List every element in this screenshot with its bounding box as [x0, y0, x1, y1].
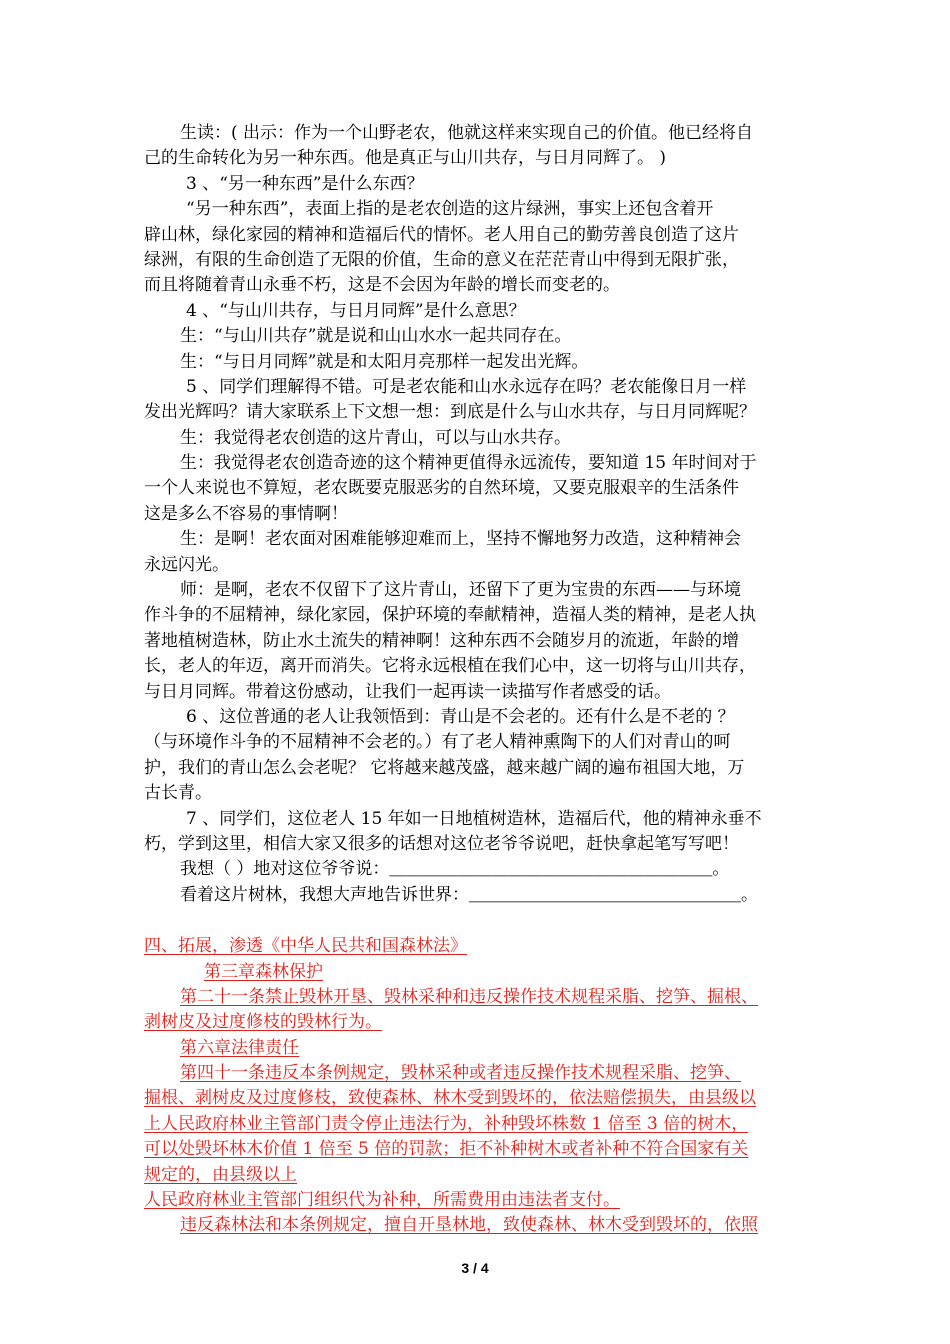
law-article-line [144, 1213, 812, 1238]
law-article-line: 规定的，由县级以上 [144, 1164, 297, 1185]
body-line: 师：是啊，老农不仅留下了这片青山，还留下了更为宝贵的东西——与环境 [180, 580, 741, 601]
question-heading: 3 、“另一种东西”是什么东西？ [186, 173, 424, 194]
question-heading: 5 、同学们理解得不错。可是老农能和山水永远存在吗？老农能像日月一样 [186, 376, 747, 397]
page-content [144, 121, 812, 1239]
law-article-line: 可以处毁坏林木价值 1 倍至 5 倍的罚款；拒不补种树木或者补种不符合国家有关 [144, 1139, 749, 1160]
law-article-line [144, 1061, 812, 1086]
body-line: 这是多么不容易的事情啊！ [144, 503, 348, 524]
section-heading: 四、拓展，渗透《中华人民共和国森林法》 [144, 936, 467, 957]
law-article-text: 第二十一条禁止毁林开垦、毁林采种和违反操作技术规程采脂、挖笋、掘根、 [180, 986, 758, 1007]
law-article-line: 掘根、剥树皮及过度修枝，致使森林、林木受到毁坏的，依法赔偿损失，由县级以 [144, 1088, 756, 1109]
body-line: 一个人来说也不算短，老农既要克服恶劣的自然环境，又要克服艰辛的生活条件 [144, 478, 739, 499]
body-line: 生：“与山川共存”就是说和山山水水一起共同存在。 [180, 326, 572, 347]
body-line: 生：“与日月同辉”就是和太阳月亮那样一起发出光辉。 [180, 351, 589, 372]
body-line: 作斗争的不屈精神，绿化家园，保护环境的奉献精神，造福人类的精神，是老人执 [144, 605, 756, 626]
question-heading: 7 、同学们，这位老人 15 年如一日地植树造林，造福后代，他的精神永垂不 [186, 808, 762, 829]
body-line: 生：我觉得老农创造的这片青山，可以与山水共存。 [180, 427, 571, 448]
law-article-line: 人民政府林业主管部门组织代为补种，所需费用由违法者支付。 [144, 1190, 620, 1211]
body-line: “另一种东西”，表面上指的是老农创造的这片绿洲，事实上还包含着开 [186, 199, 714, 220]
chapter-title [144, 960, 812, 985]
body-line: 古长青。 [144, 783, 212, 804]
body-line: 己的生命转化为另一种东西。他是真正与山川共存，与日月同辉了。 ) [144, 148, 667, 169]
page-number: 3 / 4 [461, 1260, 489, 1276]
body-line: 护，我们的青山怎么会老呢？ 它将越来越茂盛，越来越广阔的遍布祖国大地，万 [144, 757, 745, 778]
body-line: 生读：( 出示：作为一个山野老农，他就这样来实现自己的价值。他已经将自 [180, 123, 754, 143]
law-article-line [144, 985, 812, 1010]
law-article-line: 上人民政府林业主管部门责令停止违法行为，补种毁坏株数 1 倍至 3 倍的树木， [144, 1113, 749, 1134]
fill-in-blank-line: 我想（ ）地对这位爷爷说：＿＿＿＿＿＿＿＿＿＿＿＿＿＿＿＿＿＿＿。 [180, 859, 730, 880]
chapter-title-text: 第六章法律责任 [180, 1037, 299, 1058]
chapter-title-text: 第三章森林保护 [204, 961, 323, 982]
section-spacer [144, 908, 812, 934]
body-line: 长，老人的年迈，离开而消失。它将永远根植在我们心中，这一切将与山川共存， [144, 656, 756, 677]
body-line: （与环境作斗争的不屈精神不会老的。）有了老人精神熏陶下的人们对青山的呵 [144, 732, 731, 753]
fill-in-blank-line: 看着这片树林，我想大声地告诉世界：＿＿＿＿＿＿＿＿＿＿＿＿＿＿＿＿。 [180, 884, 758, 905]
body-line: 而且将随着青山永垂不朽，这是不会因为年龄的增长而变老的。 [144, 275, 620, 296]
law-article-text: 违反森林法和本条例规定，擅自开垦林地，致使森林、林木受到毁坏的，依照 [180, 1215, 758, 1236]
body-line: 生：是啊！老农面对困难能够迎难而上，坚持不懈地努力改造，这种精神会 [180, 529, 741, 550]
body-line: 朽，学到这里，相信大家又很多的话想对这位老爷爷说吧，赶快拿起笔写写吧！ [144, 833, 739, 854]
body-line: 发出光辉吗？请大家联系上下文想一想：到底是什么与山水共存，与日月同辉呢？ [144, 402, 756, 423]
law-article-line: 剥树皮及过度修枝的毁林行为。 [144, 1012, 382, 1033]
chapter-title [144, 1036, 812, 1061]
body-line: 辟山林，绿化家园的精神和造福后代的情怀。老人用自己的勤劳善良创造了这片 [144, 224, 739, 245]
body-line: 永远闪光。 [144, 554, 229, 575]
body-line: 与日月同辉。带着这份感动，让我们一起再读一读描写作者感受的话。 [144, 681, 671, 702]
body-line: 绿洲，有限的生命创造了无限的价值，生命的意义在茫茫青山中得到无限扩张， [144, 249, 739, 270]
question-heading: 4 、“与山川共存，与日月同辉”是什么意思？ [186, 300, 526, 321]
law-article-text: 第四十一条违反本条例规定，毁林采种或者违反操作技术规程采脂、挖笋、 [180, 1063, 741, 1084]
body-line: 生：我觉得老农创造奇迹的这个精神更值得永远流传，要知道 15 年时间对于 [180, 453, 757, 474]
question-heading: 6 、这位普通的老人让我领悟到：青山是不会老的。还有什么是不老的 ？ [186, 706, 735, 727]
body-line: 著地植树造林，防止水土流失的精神啊！这种东西不会随岁月的流逝，年龄的增 [144, 630, 739, 651]
